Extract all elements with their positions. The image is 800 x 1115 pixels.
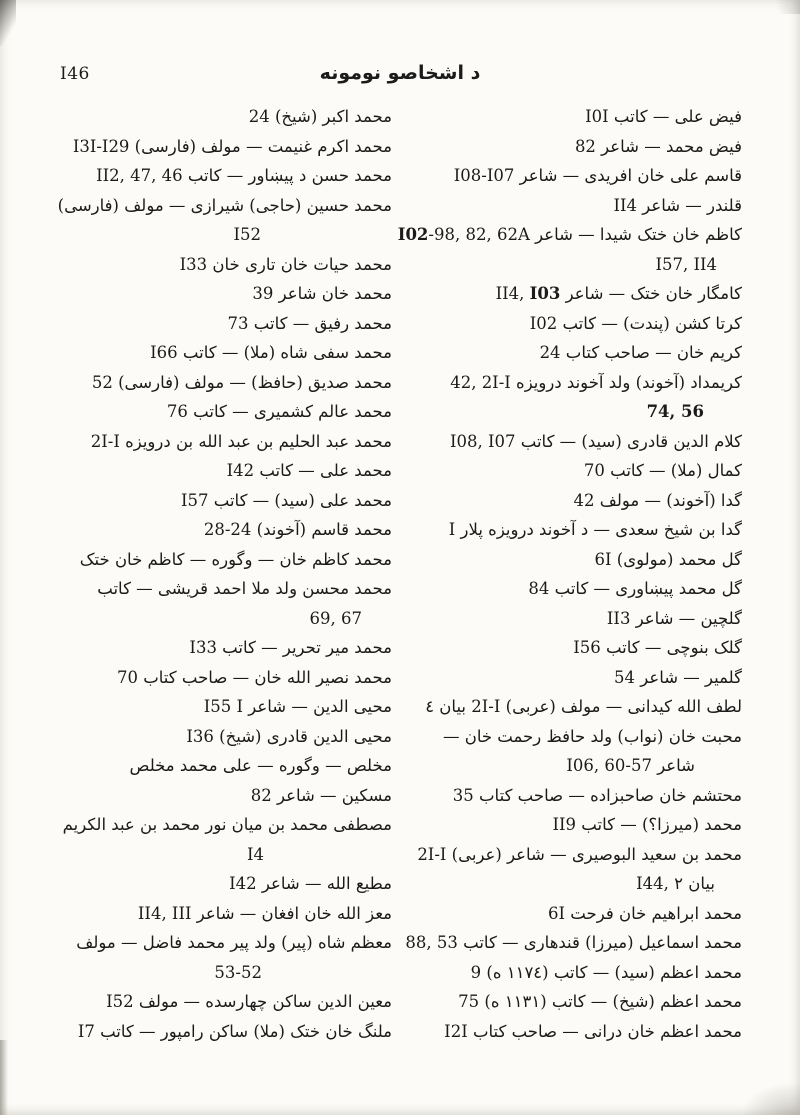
index-line: [54, 692, 392, 722]
entry-text: گلمير — شاعر: [635, 667, 742, 687]
entry-text: محمد مير تحرير — كاتب: [216, 638, 392, 657]
index-entry: [404, 309, 742, 339]
entry-number: II4: [613, 195, 637, 215]
index-entry: [404, 810, 742, 840]
entry-text: محمد حيات خان تارى خان: [207, 254, 392, 274]
entry-number: I7: [77, 1021, 95, 1041]
index-line: [54, 279, 392, 309]
index-line: [54, 456, 392, 486]
index-line: [54, 810, 392, 840]
entry-text: گدا (آخوند) — مولف: [594, 490, 742, 510]
entry-text: كاظم خان ختک شيدا — شاعر: [529, 225, 742, 244]
index-entry: [54, 161, 392, 191]
index-line: [404, 751, 742, 781]
index-line: [404, 604, 742, 634]
index-line: [404, 515, 742, 545]
entry-text: مخلص — وگوره — على محمد مخلص: [129, 756, 392, 775]
entry-number: I02: [529, 313, 558, 333]
index-entry: [404, 132, 742, 162]
entry-text: محمد ابراهيم خان فرحت: [565, 903, 742, 923]
index-entry: [404, 427, 742, 457]
index-entry: [54, 191, 392, 250]
entry-text: محمد اعظم (شيخ) — كاتب (١١٣١ ه): [479, 992, 742, 1011]
entry-text: محمد حسن د پيښاور — كاتب: [182, 166, 392, 185]
entry-text: مصطفى محمد بن ميان نور محمد بن عبد الكريم: [62, 815, 392, 834]
entry-text: محمد على — كاتب: [254, 461, 392, 480]
entry-text: كرتا كشن (پندت) — كاتب: [557, 313, 742, 333]
index-line: [397, 220, 742, 250]
entry-number: I57: [180, 490, 209, 510]
entry-number: I33: [179, 254, 208, 274]
index-line: [404, 692, 742, 722]
index-line: [54, 397, 392, 427]
entry-number: II2, 47, 46: [96, 166, 183, 185]
entry-number: 24: [248, 107, 270, 126]
entry-text: محمد نصير الله خان — صاحب كتاب: [138, 667, 392, 687]
entry-text: محمد بن سعيد البوصيرى — شاعر (عربى): [446, 844, 742, 864]
entry-number: I55 I: [203, 697, 244, 716]
index-line: [404, 663, 742, 693]
entry-text: فيض على — كاتب: [608, 107, 742, 126]
entry-text: كريمداد (آخوند) ولد آخوند درويزه: [510, 372, 742, 392]
page-header: [0, 62, 800, 92]
index-line: [404, 102, 742, 132]
entry-text: محمد اعظم (سيد) — كاتب (١١٧٤ ه): [481, 962, 742, 982]
entry-text: مطيع الله — شاعر: [256, 874, 392, 893]
index-line: [54, 722, 392, 752]
index-line: [404, 869, 742, 899]
entry-text: فيض محمد — شاعر: [595, 136, 742, 156]
index-entry: [404, 987, 742, 1017]
entry-number: I44,: [636, 874, 669, 893]
entry-text: كامگار خان ختک — شاعر: [560, 284, 742, 303]
entry-text: محمد عبد الحليم بن عبد الله بن درويزه: [119, 431, 392, 451]
index-line: [54, 161, 392, 191]
index-line: [54, 102, 392, 132]
index-line: [404, 574, 742, 604]
index-line: [404, 161, 742, 191]
index-line: [54, 309, 392, 339]
index-entry: [404, 102, 742, 132]
index-line: [404, 279, 742, 309]
entry-number: 2I-I: [90, 431, 120, 451]
index-line: [54, 633, 392, 663]
index-entry: [404, 486, 742, 516]
index-line: [404, 338, 742, 368]
index-line: [404, 250, 742, 280]
entry-number: I56: [573, 638, 601, 657]
index-entry: [404, 161, 742, 191]
index-entry: [397, 220, 742, 279]
entry-number: II4, III: [137, 903, 192, 923]
index-entry: [54, 722, 392, 752]
index-line: [54, 899, 392, 929]
page-title: د اشخاصو نومونه: [319, 62, 481, 84]
index-entry: [404, 722, 742, 781]
entry-text: ملنگ خان ختک (ملا) ساكن رامپور — كاتب: [94, 1021, 392, 1041]
entry-text: گل محمد پيښاورى — كاتب: [549, 579, 742, 598]
entry-text: لطف الله كيدانى — مولف (عربى): [500, 697, 742, 716]
entry-number: 73: [227, 313, 249, 333]
entry-text: معين الدين ساكن چهارسده — مولف: [133, 992, 392, 1011]
entry-number: 42, 2I-I: [450, 372, 511, 392]
entry-number: -98, 82, 62A: [428, 225, 530, 244]
scan-artifact-bottom-left: [0, 1040, 8, 1115]
index-line: [404, 191, 742, 221]
entry-number: I42: [226, 461, 255, 480]
scan-artifact-bottom-right: [740, 1082, 800, 1115]
index-entry: [404, 368, 742, 427]
entry-number: 28-24: [203, 520, 252, 539]
entry-text: گدا بن شيخ سعدى — د آخوند درويزه پلار: [455, 520, 742, 539]
entry-number: 39: [252, 284, 274, 303]
index-line: [404, 781, 742, 811]
index-line: [54, 840, 392, 870]
index-line: [404, 397, 742, 427]
entry-text: قلندر — شاعر: [637, 195, 742, 215]
index-entry: [404, 958, 742, 988]
entry-number: 69, 67: [309, 608, 362, 628]
entry-text: محمد قاسم (آخوند): [251, 520, 392, 539]
index-line: [404, 132, 742, 162]
index-entry: [404, 1017, 742, 1047]
index-entry: [54, 987, 392, 1017]
index-line: [54, 132, 392, 162]
entry-number: 82: [250, 785, 272, 805]
entry-number: 82: [574, 136, 596, 156]
index-line: [54, 604, 392, 634]
index-line: [404, 368, 742, 398]
entry-number: I08, I07: [449, 431, 516, 451]
index-entry: [54, 928, 392, 987]
entry-number: I0I: [585, 107, 609, 126]
index-entry: [404, 663, 742, 693]
entry-number: 2I-I: [471, 697, 501, 716]
entry-number: I03: [529, 284, 561, 303]
entry-text: محمد عالم كشميرى — كاتب: [187, 402, 392, 421]
entry-text: بيان ٤: [425, 697, 472, 716]
entry-number: I06, 60-57: [566, 756, 652, 775]
index-entry: [404, 456, 742, 486]
entry-number: 35: [452, 785, 474, 805]
entry-number: 70: [117, 667, 138, 687]
index-entry: [54, 279, 392, 309]
entry-number: 24: [539, 343, 561, 362]
index-line: [404, 427, 742, 457]
index-entry: [54, 486, 392, 516]
index-entry: [404, 515, 742, 545]
index-line: [54, 987, 392, 1017]
index-line: [54, 191, 392, 221]
entry-number: I3I-I29: [72, 136, 130, 156]
entry-number: I4: [246, 844, 264, 864]
entry-text: گلک بنوچى — كاتب: [600, 638, 742, 657]
index-entry: [54, 781, 392, 811]
index-line: [54, 1017, 392, 1047]
entry-text: محمد سفى شاه (ملا) — كاتب: [177, 343, 392, 362]
index-entry: [404, 279, 742, 309]
entry-number: I2I: [444, 1021, 468, 1041]
entry-number: 6I: [548, 903, 566, 923]
page-number: I46: [60, 64, 90, 84]
index-line: [54, 751, 392, 781]
entry-text: محمد محسن ولد ملا احمد قريشى — كاتب: [97, 579, 392, 598]
index-entry: [404, 574, 742, 604]
index-line: [54, 869, 392, 899]
index-entry: [404, 604, 742, 634]
entry-number: 9: [470, 962, 482, 982]
index-line: [404, 633, 742, 663]
index-line: [404, 1017, 742, 1047]
entry-text: محمد على (سيد) — كاتب: [208, 490, 392, 510]
entry-number: II3: [606, 608, 631, 628]
entry-text: محيى الدين — شاعر: [243, 697, 392, 716]
index-line: [54, 515, 392, 545]
index-entry: [404, 899, 742, 929]
entry-text: گل محمد (مولوى): [611, 549, 742, 569]
index-entry: [54, 515, 392, 545]
index-entry: [404, 191, 742, 221]
entry-number: 42: [573, 490, 595, 510]
entry-text: محمد رفيق — كاتب: [248, 313, 392, 333]
entry-number: I52: [106, 992, 134, 1011]
index-entry: [404, 928, 742, 958]
entry-text: شاعر: [651, 756, 695, 775]
index-entry: [54, 132, 392, 162]
index-entry: [54, 250, 392, 280]
entry-text: محبت خان (نواب) ولد حافظ رحمت خان —: [442, 726, 742, 746]
index-entry: [54, 397, 392, 427]
scan-artifact-top-right: [770, 0, 800, 14]
index-line: [404, 722, 742, 752]
index-columns: [0, 92, 800, 1046]
entry-number: I33: [189, 638, 217, 657]
index-column-left: [54, 102, 392, 1046]
index-entry: [404, 840, 742, 899]
entry-number: 84: [528, 579, 550, 598]
index-line: [404, 309, 742, 339]
index-entry: [404, 633, 742, 663]
entry-text: گلچين — شاعر: [630, 608, 742, 628]
entry-number: I42: [229, 874, 257, 893]
index-entry: [54, 338, 392, 368]
index-line: [54, 220, 392, 250]
index-line: [54, 338, 392, 368]
entry-number: I02: [397, 225, 429, 244]
entry-text: قاسم على خان افريدى — شاعر: [514, 166, 742, 185]
index-entry: [54, 810, 392, 869]
index-line: [54, 427, 392, 457]
entry-text: معظم شاه (پير) ولد پير محمد فاضل — مولف: [76, 933, 392, 952]
entry-number: 6I: [594, 549, 612, 569]
index-entry: [404, 338, 742, 368]
index-entry: [54, 663, 392, 693]
entry-number: I52: [233, 225, 261, 244]
index-entry: [404, 545, 742, 575]
index-entry: [54, 869, 392, 899]
index-entry: [54, 368, 392, 398]
index-entry: [54, 633, 392, 663]
index-line: [54, 574, 392, 604]
index-entry: [54, 427, 392, 457]
entry-number: 52: [91, 372, 113, 392]
index-entry: [54, 545, 392, 575]
entry-text: محتشم خان صاحبزاده — صاحب كتاب: [473, 785, 742, 805]
index-line: [404, 987, 742, 1017]
entry-number: 75: [458, 992, 480, 1011]
entry-text: معز الله خان افغان — شاعر: [191, 903, 392, 923]
entry-text: كريم خان — صاحب كتاب: [560, 343, 742, 362]
entry-number: 54: [614, 667, 636, 687]
entry-number: I36: [186, 726, 214, 746]
index-entry: [54, 456, 392, 486]
entry-number: 70: [583, 461, 605, 480]
entry-text: كلام الدين قادرى (سيد) — كاتب: [515, 431, 742, 451]
entry-text: كمال (ملا) — كاتب: [604, 461, 742, 480]
index-entry: [54, 309, 392, 339]
index-line: [54, 545, 392, 575]
entry-number: 53-52: [214, 962, 262, 982]
index-line: [54, 781, 392, 811]
entry-text: محمد خان شاعر: [273, 284, 392, 303]
entry-number: II4,: [495, 284, 530, 303]
index-entry: [54, 751, 392, 781]
index-entry: [404, 692, 742, 722]
entry-text: محمد (ميرزا؟) — كاتب: [576, 815, 742, 834]
entry-text: محمد كاظم خان — وگوره — كاظم خان ختک: [79, 549, 392, 569]
entry-number: I: [448, 520, 456, 539]
index-line: [404, 486, 742, 516]
index-line: [54, 486, 392, 516]
index-entry: [54, 692, 392, 722]
index-column-right: [397, 102, 742, 1046]
index-line: [404, 545, 742, 575]
index-entry: [54, 102, 392, 132]
index-line: [54, 928, 392, 958]
entry-number: 2I-I: [417, 844, 447, 864]
scan-artifact-top-left: [0, 0, 16, 46]
entry-text: محمد اكبر (شيخ): [269, 107, 392, 126]
index-line: [54, 250, 392, 280]
entry-text: محمد اسماعيل (ميرزا) قندهارى — كاتب: [457, 933, 742, 952]
entry-text: محيى الدين قادرى (شيخ): [213, 726, 392, 746]
entry-number: II9: [552, 815, 577, 834]
entry-text: محمد صديق (حافظ) — مولف (فارسى): [112, 372, 392, 392]
index-line: [54, 663, 392, 693]
entry-text: مسكين — شاعر: [271, 785, 392, 805]
entry-text: محمد حسين (حاجى) شيرازى — مولف (فارسى): [57, 195, 392, 215]
entry-number: 76: [166, 402, 188, 421]
index-line: [54, 958, 392, 988]
index-line: [404, 840, 742, 870]
entry-text: محمد اكرم غنيمت — مولف (فارسى): [129, 136, 392, 156]
index-entry: [404, 781, 742, 811]
entry-number: 74, 56: [646, 402, 704, 421]
index-line: [54, 368, 392, 398]
entry-text: بيان ٢: [668, 874, 715, 893]
index-line: [404, 456, 742, 486]
entry-number: 88, 53: [405, 933, 458, 952]
entry-number: I57, II4: [655, 254, 717, 274]
index-line: [404, 810, 742, 840]
index-line: [404, 928, 742, 958]
index-entry: [54, 899, 392, 929]
entry-number: I66: [150, 343, 178, 362]
index-line: [404, 899, 742, 929]
index-line: [404, 958, 742, 988]
entry-text: محمد اعظم خان درانى — صاحب كتاب: [467, 1021, 742, 1041]
index-entry: [54, 1017, 392, 1047]
entry-number: I08-I07: [453, 166, 515, 185]
index-entry: [54, 574, 392, 633]
